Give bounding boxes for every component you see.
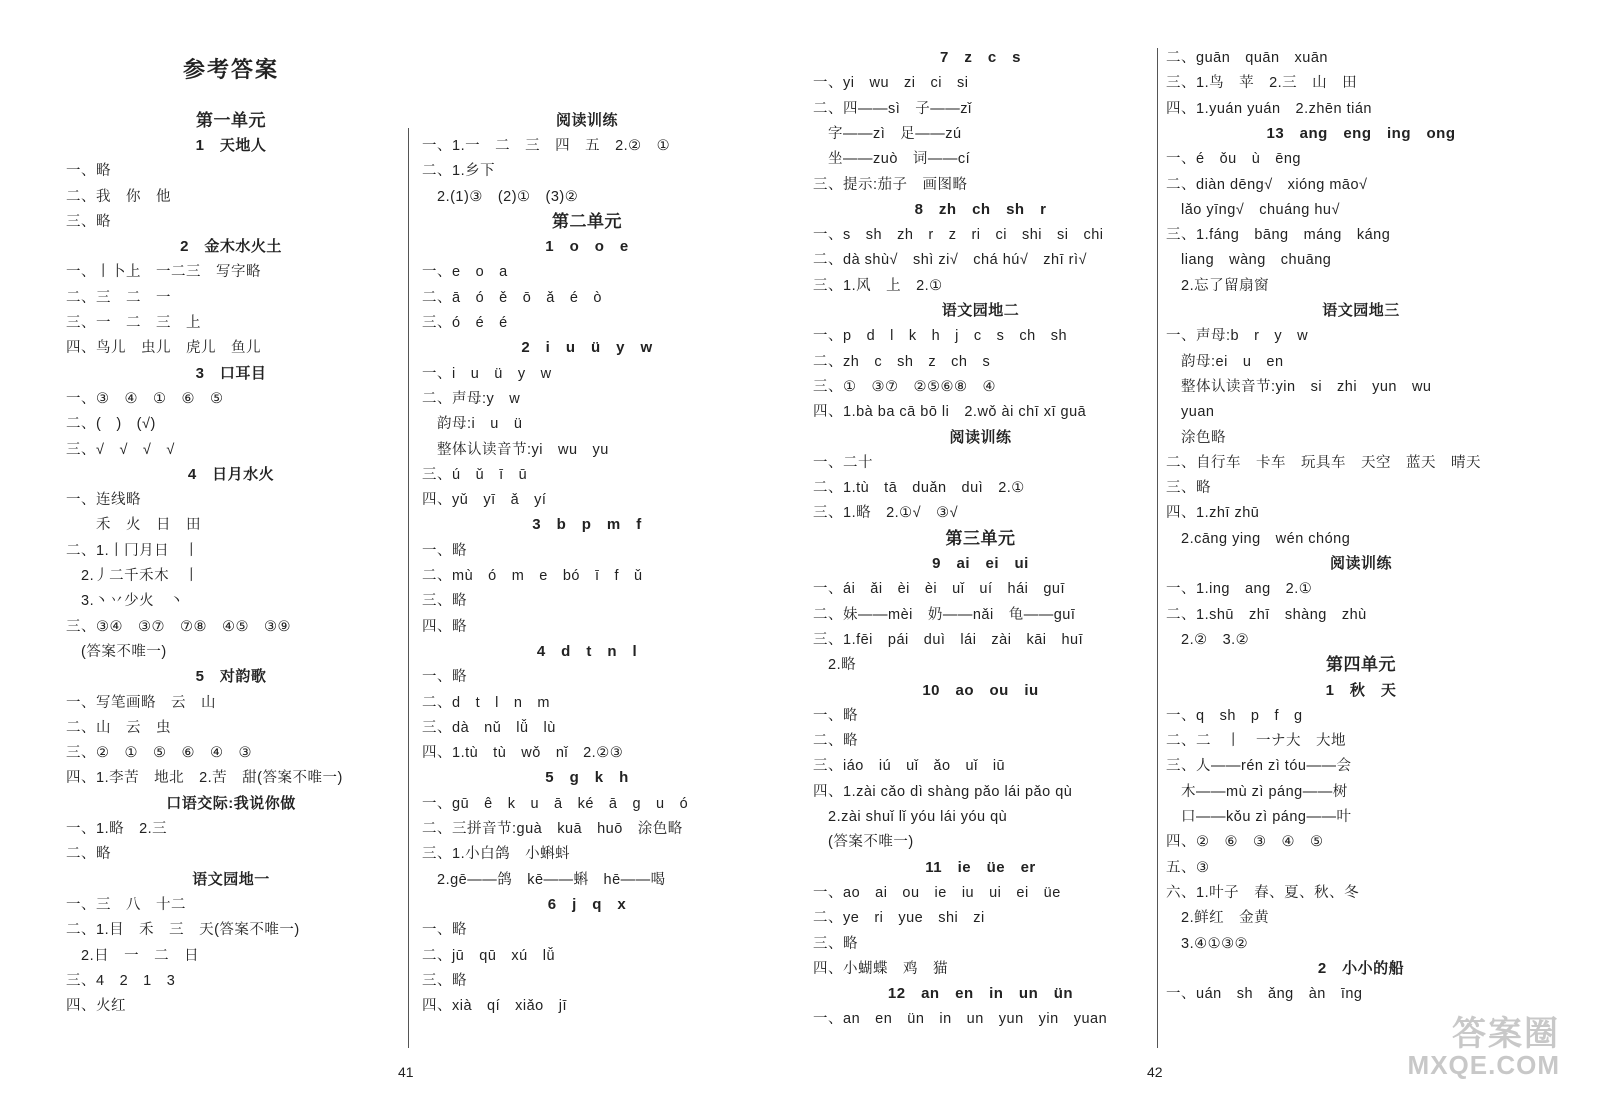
answer-line: 二、1.丨冂月日 丨 bbox=[66, 542, 200, 559]
answer-line: 一、③ ④ ① ⑥ ⑤ bbox=[66, 390, 224, 407]
answer-line: 二、妹——mèi 奶——nǎi 龟——guī bbox=[813, 606, 1076, 623]
answer-line: 四、1.bà ba cā bō li 2.wǒ ài chī xī guā bbox=[813, 404, 1087, 421]
answer-line: 3.④①③② bbox=[1166, 935, 1249, 952]
answer-line: 二、声母:y w bbox=[422, 390, 521, 407]
answer-line: 二、1.tù tā duǎn duì 2.① bbox=[813, 480, 1025, 497]
answer-line: 四、1.zài cǎo dì shàng pǎo lái pǎo qù bbox=[813, 783, 1073, 800]
answer-line: 2.日 一 二 日 bbox=[66, 947, 200, 964]
section-heading: 1 秋 天 bbox=[1325, 681, 1397, 699]
answer-line: 坐——zuò 词——cí bbox=[813, 151, 971, 168]
answer-line: 2.② 3.② bbox=[1166, 631, 1250, 648]
answer-line: 一、连线略 bbox=[66, 492, 141, 509]
answer-line: 一、1.ing ang 2.① bbox=[1166, 581, 1313, 598]
answer-line: (答案不唯一) bbox=[813, 834, 914, 851]
answer-line: 二、ye ri yue shi zi bbox=[813, 910, 985, 927]
answer-line: 二、jū qū xú lǚ bbox=[422, 947, 556, 964]
answer-line: 2.zài shuǐ lǐ yóu lái yóu qù bbox=[813, 809, 1008, 825]
answer-line: 一、gū ê k u ā ké ā g u ó bbox=[422, 795, 689, 812]
answer-line: 三、√ √ √ √ bbox=[66, 441, 175, 458]
section-heading: 2 小小的船 bbox=[1317, 959, 1405, 977]
section-heading: 5 对韵歌 bbox=[195, 668, 267, 686]
page-number-left: 41 bbox=[398, 1064, 414, 1080]
column-divider-right bbox=[1157, 48, 1158, 1048]
answer-line: 一、p d l k h j c s ch sh bbox=[813, 328, 1068, 345]
unit-heading: 第二单元 bbox=[552, 211, 622, 231]
unit-heading: 第一单元 bbox=[196, 110, 266, 130]
section-heading: 阅读训练 bbox=[1329, 555, 1392, 572]
answer-line: 三、4 2 1 3 bbox=[66, 972, 176, 989]
answer-line: 二、zh c sh z ch s bbox=[813, 353, 991, 370]
answer-line: 整体认读音节:yin si zhi yun wu bbox=[1166, 378, 1432, 395]
answer-line: yuan bbox=[1166, 404, 1215, 421]
answer-line: 三、略 bbox=[422, 593, 467, 610]
answer-line: 一、yi wu zi ci si bbox=[813, 75, 969, 92]
answer-line: 三、dà nǔ lǚ lù bbox=[422, 719, 556, 736]
answer-line: 2.忘了留扇窗 bbox=[1166, 277, 1270, 294]
section-heading: 3 b p m f bbox=[532, 516, 642, 534]
answer-line: 四、1.李苦 地北 2.苦 甜(答案不唯一) bbox=[66, 770, 343, 787]
answer-line: 韵母:ei u en bbox=[1166, 353, 1284, 370]
answer-line: 三、iáo iú uǐ ǎo uǐ iū bbox=[813, 758, 1006, 775]
section-heading: 口语交际:我说你做 bbox=[166, 794, 296, 812]
section-heading: 7 z c s bbox=[939, 49, 1022, 66]
answer-line: 三、1.鸟 苹 2.三 山 田 bbox=[1166, 75, 1358, 92]
answer-line: 三、ú ǔ ī ū bbox=[422, 466, 528, 483]
answer-line: 三、① ③⑦ ②⑤⑥⑧ ④ bbox=[813, 378, 996, 395]
section-heading: 语文园地二 bbox=[941, 302, 1020, 319]
answer-line: 二、自行车 卡车 玩具车 天空 蓝天 晴天 bbox=[1166, 454, 1481, 471]
section-heading: 1 o o e bbox=[545, 238, 629, 256]
answer-line: 三、1.略 2.①√ ③√ bbox=[813, 505, 959, 522]
answer-line: 二、( ) (√) bbox=[66, 416, 156, 433]
answer-line: 一、q sh p f g bbox=[1166, 707, 1303, 724]
answer-line: 二、我 你 他 bbox=[66, 188, 171, 205]
answer-line: 字——zì 足——zú bbox=[813, 125, 962, 142]
answer-line: 整体认读音节:yi wu yu bbox=[422, 441, 609, 458]
answer-line: 二、1.乡下 bbox=[422, 163, 496, 180]
answer-line: 二、三 二 一 bbox=[66, 289, 171, 306]
answer-line: 一、ao ai ou ie iu ui ei üe bbox=[813, 884, 1061, 901]
answer-line: 一、i u ü y w bbox=[422, 365, 552, 382]
answer-line: 3.丶丷少火 丶 bbox=[66, 593, 185, 610]
answer-line: 三、ó é é bbox=[422, 315, 508, 331]
section-heading: 语文园地三 bbox=[1322, 302, 1400, 319]
section-heading: 语文园地一 bbox=[192, 870, 270, 888]
answer-line: 六、1.叶子 春、夏、秋、冬 bbox=[1166, 884, 1360, 901]
answer-line: 三、略 bbox=[66, 213, 111, 230]
answer-line: 口——kǒu zì páng——叶 bbox=[1166, 809, 1352, 825]
answer-line: 一、uán sh ǎng àn īng bbox=[1166, 986, 1363, 1003]
section-heading: 5 g k h bbox=[545, 769, 629, 787]
unit-heading: 第三单元 bbox=[945, 528, 1016, 548]
answer-line: 一、二十 bbox=[813, 454, 873, 471]
answer-line: 二、四——sì 子——zǐ bbox=[813, 100, 972, 117]
answer-line: 五、③ bbox=[1166, 859, 1210, 876]
answer-line: 2.鲜红 金黄 bbox=[1166, 910, 1270, 927]
answer-line: 一、略 bbox=[66, 163, 111, 180]
section-heading: 阅读训练 bbox=[949, 428, 1012, 446]
answer-line: 三、③④ ③⑦ ⑦⑧ ④⑤ ③⑨ bbox=[66, 618, 291, 635]
watermark-logo: 答案圈 bbox=[1452, 1015, 1560, 1053]
answer-line: 四、yǔ yī ǎ yí bbox=[422, 492, 547, 509]
answer-line: 四、小蝴蝶 鸡 猫 bbox=[813, 960, 948, 977]
answer-line: 三、1.小白鸽 小蝌蚪 bbox=[422, 846, 571, 863]
answer-line: 三、提示:茄子 画图略 bbox=[813, 176, 968, 193]
answer-line: 禾 火 日 田 bbox=[66, 517, 201, 534]
answer-line: 一、三 八 十二 bbox=[66, 896, 186, 913]
answer-line: 四、火红 bbox=[66, 998, 126, 1015]
section-heading: 10 ao ou iu bbox=[922, 681, 1039, 699]
section-heading: 11 ie üe er bbox=[925, 858, 1036, 876]
unit-heading: 第四单元 bbox=[1326, 655, 1396, 675]
answer-line: (答案不唯一) bbox=[66, 643, 167, 660]
page-number-right: 42 bbox=[1147, 1064, 1163, 1080]
answer-line: 四、1.zhī zhū bbox=[1166, 505, 1260, 522]
answer-line: 一、略 bbox=[813, 707, 858, 724]
section-heading: 13 ang eng ing ong bbox=[1266, 124, 1456, 142]
answer-line: 2.(1)③ (2)① (3)② bbox=[422, 188, 579, 205]
answer-line: 一、1.一 二 三 四 五 2.② ① bbox=[422, 137, 671, 154]
answer-line: 二、ā ó ě ō ǎ é ò bbox=[422, 289, 602, 306]
answer-line: 一、1.略 2.三 bbox=[66, 821, 168, 837]
answer-line: liang wàng chuāng bbox=[1166, 252, 1332, 269]
answer-line: 2.丿二千禾木 丨 bbox=[66, 568, 200, 584]
answer-line: 涂色略 bbox=[1166, 429, 1226, 446]
answer-line: 二、略 bbox=[813, 733, 858, 750]
answer-line: 一、略 bbox=[422, 542, 467, 559]
answer-line: 一、丨卜上 一二三 写字略 bbox=[66, 264, 261, 281]
answer-line: 2.cāng ying wén chóng bbox=[1166, 530, 1351, 547]
section-heading: 1 天地人 bbox=[195, 136, 267, 154]
answer-line: 2.略 bbox=[813, 657, 857, 674]
answer-line: 一、s sh zh r z ri ci shi si chi bbox=[813, 227, 1104, 244]
answer-line: 一、an en ün in un yun yin yuan bbox=[813, 1011, 1108, 1028]
answer-line: 二、d t l n m bbox=[422, 694, 550, 711]
section-heading: 4 日月水火 bbox=[187, 465, 275, 483]
answer-line: 一、写笔画略 云 山 bbox=[66, 694, 216, 711]
answer-line: 2.gē——鸽 kē——蝌 hē——喝 bbox=[422, 871, 666, 888]
answer-line: 一、ái ǎi èi èi uǐ uí hái guī bbox=[813, 581, 1066, 598]
answer-line: 木——mù zì páng——树 bbox=[1166, 783, 1348, 800]
answer-line: 一、é ǒu ù ēng bbox=[1166, 151, 1301, 168]
answer-line: 三、略 bbox=[1166, 480, 1211, 497]
answer-line: 四、鸟儿 虫儿 虎儿 鱼儿 bbox=[66, 340, 261, 357]
section-heading: 6 j q x bbox=[547, 895, 627, 913]
section-heading: 9 ai ei ui bbox=[932, 555, 1029, 572]
answer-line: 一、略 bbox=[422, 669, 467, 686]
answer-line: 一、声母:b r y w bbox=[1166, 328, 1309, 345]
section-heading: 2 i u ü y w bbox=[521, 339, 653, 357]
answer-line: 一、e o a bbox=[422, 264, 508, 281]
answer-line: 三、② ① ⑤ ⑥ ④ ③ bbox=[66, 745, 252, 762]
page-title: 参考答案 bbox=[182, 57, 279, 82]
answer-line: 四、1.yuán yuán 2.zhēn tián bbox=[1166, 100, 1372, 117]
section-heading: 2 金木水火土 bbox=[180, 238, 282, 256]
section-heading: 阅读训练 bbox=[555, 111, 618, 129]
answer-line: 四、② ⑥ ③ ④ ⑤ bbox=[1166, 834, 1324, 851]
answer-line: 二、二 丨 一ナ大 大地 bbox=[1166, 733, 1346, 750]
answer-line: 三、1.fēi pái duì lái zài kāi huī bbox=[813, 631, 1084, 648]
answer-line: 三、略 bbox=[813, 935, 858, 952]
answer-line: 二、guān quān xuān bbox=[1166, 50, 1328, 66]
answer-line: 三、略 bbox=[422, 972, 467, 989]
answer-line: 四、1.tù tù wǒ nǐ 2.②③ bbox=[422, 745, 624, 762]
answer-line: 韵母:i u ü bbox=[422, 416, 523, 433]
answer-line: 二、1.shū zhī shàng zhù bbox=[1166, 606, 1367, 623]
answer-line: 二、略 bbox=[66, 846, 111, 863]
section-heading: 4 d t n l bbox=[536, 642, 638, 660]
answer-line: 三、人——rén zì tóu——会 bbox=[1166, 758, 1352, 775]
answer-line: 二、三拼音节:guà kuā huō 涂色略 bbox=[422, 821, 683, 837]
answer-line: lǎo yīng√ chuáng hu√ bbox=[1166, 201, 1340, 218]
section-heading: 8 zh ch sh r bbox=[914, 200, 1047, 218]
answer-line: 二、diàn dēng√ xióng māo√ bbox=[1166, 176, 1368, 193]
answer-line: 三、1.风 上 2.① bbox=[813, 277, 943, 294]
answer-line: 三、1.fáng bāng máng káng bbox=[1166, 227, 1391, 244]
answer-line: 二、dà shù√ shì zi√ chá hú√ zhī rì√ bbox=[813, 252, 1087, 269]
answer-line: 二、山 云 虫 bbox=[66, 719, 171, 736]
answer-line: 三、一 二 三 上 bbox=[66, 315, 201, 331]
answer-line: 二、1.目 禾 三 天(答案不唯一) bbox=[66, 922, 300, 939]
answer-line: 四、略 bbox=[422, 618, 467, 635]
answer-line: 四、xià qí xiǎo jī bbox=[422, 998, 567, 1015]
section-heading: 12 an en in un ün bbox=[887, 985, 1074, 1003]
answer-line: 二、mù ó m e bó ī f ǔ bbox=[422, 568, 643, 584]
section-heading: 3 口耳目 bbox=[195, 364, 267, 382]
watermark-url: MXQE.COM bbox=[1407, 1050, 1560, 1080]
column-divider-left bbox=[408, 128, 409, 1048]
answer-line: 一、略 bbox=[422, 922, 467, 939]
